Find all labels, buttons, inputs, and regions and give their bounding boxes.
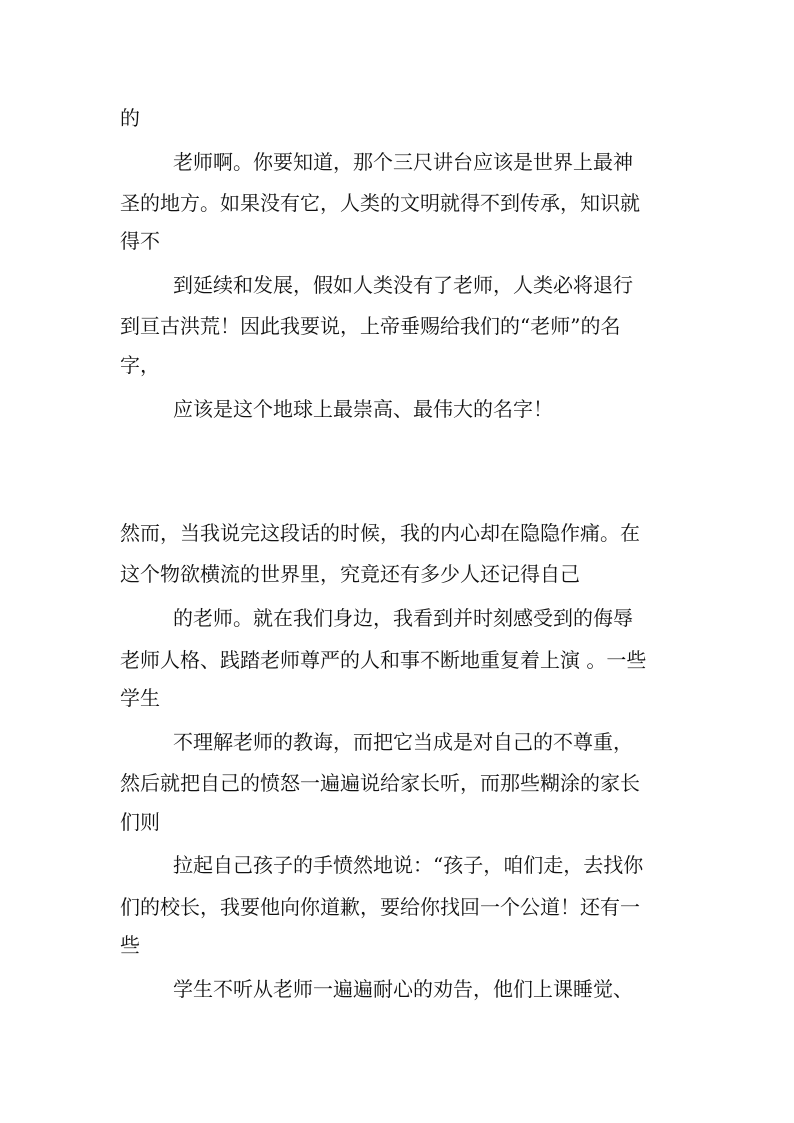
text-line-2: 老师啊。你要知道，那个三尺讲台应该是世界上最神 — [173, 150, 633, 174]
text-line-8: 应该是这个地球上最崇高、最伟大的名字！ — [173, 397, 553, 421]
text-line-13: 学生 — [120, 686, 160, 710]
text-line-9: 然而，当我说完这段话的时候，我的内心却在隐隐作痛。在 — [120, 521, 640, 545]
text-line-3: 圣的地方。如果没有它，人类的文明就得不到传承，知识就 — [120, 191, 640, 215]
text-line-11: 的老师。就在我们身边，我看到并时刻感受到的侮辱 — [173, 606, 633, 630]
text-line-4: 得不 — [120, 229, 160, 253]
text-line-5: 到延续和发展，假如人类没有了老师，人类必将退行 — [173, 273, 633, 297]
text-line-19: 些 — [120, 933, 140, 957]
text-line-10: 这个物欲横流的世界里，究竟还有多少人还记得自己 — [120, 562, 580, 586]
text-line-16: 们则 — [120, 810, 160, 834]
text-line-1: 的 — [120, 106, 140, 130]
text-line-7: 字， — [120, 353, 160, 377]
text-line-12: 老师人格、践踏老师尊严的人和事不断地重复着上演 。一些 — [120, 648, 647, 672]
text-line-14: 不理解老师的教诲，而把它当成是对自己的不尊重， — [173, 730, 633, 754]
text-line-20: 学生不听从老师一遍遍耐心的劝告，他们上课睡觉、 — [173, 977, 633, 1001]
text-line-6: 到亘古洪荒！因此我要说，上帝垂赐给我们的“老师”的名 — [120, 314, 621, 338]
text-line-15: 然后就把自己的愤怒一遍遍说给家长听，而那些糊涂的家长 — [120, 771, 640, 795]
text-line-18: 们的校长，我要他向你道歉，要给你找回一个公道！还有一 — [120, 895, 640, 919]
text-line-17: 拉起自己孩子的手愤然地说：“孩子，咱们走，去找你 — [173, 853, 644, 877]
